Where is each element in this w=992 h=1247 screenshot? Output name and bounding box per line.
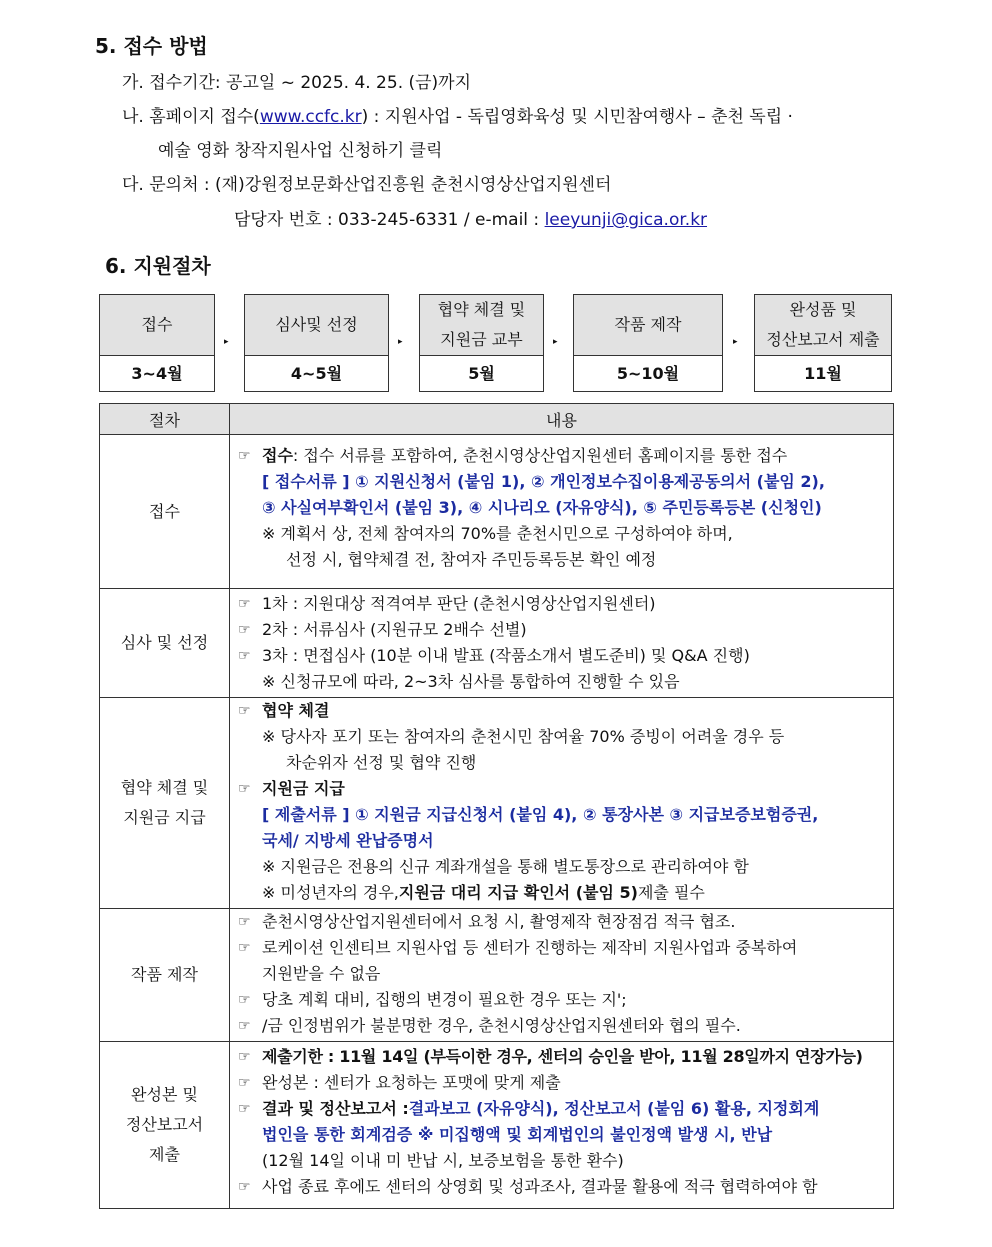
table-row	[100, 589, 894, 698]
flow-step-5	[754, 294, 892, 392]
header-content: 내용	[230, 404, 894, 435]
list-item	[238, 1070, 887, 1096]
list-item: 법인을 통한 회계검증 ※ 미집행액 및 회계법인의 불인정액 발생 시, 반납	[262, 1125, 773, 1144]
step-label: 완성본 및	[131, 1085, 198, 1104]
pointing-hand-icon: ☞	[238, 992, 251, 1008]
flow-arrow-icon: ▸	[398, 337, 403, 347]
item-text: 당초 계획 대비, 집행의 변경이 필요한 경우 또는 지';	[262, 990, 627, 1009]
homepage-reception-cont: 예술 영화 창작지원사업 신청하기 클릭	[158, 141, 443, 161]
item-bold: 결과 및 정산보고서 :	[262, 1099, 409, 1118]
flow-step-label: 작품 제작	[574, 295, 722, 356]
homepage-prefix: 나. 홈페이지 접수(	[122, 107, 260, 127]
step-cell	[100, 698, 230, 909]
item-text: 협약 체결	[262, 701, 330, 720]
step-cell: 심사 및 선정	[100, 589, 230, 698]
list-item	[238, 1013, 887, 1039]
list-item	[238, 1174, 887, 1200]
flow-step-label: 접수	[100, 295, 214, 356]
list-item: [ 접수서류 ] ① 지원신청서 (붙임 1), ② 개인정보수집이용제공동의서 (붙임 2),	[262, 472, 825, 491]
homepage-reception	[122, 102, 793, 127]
flow-step-label: 협약 체결 및 지원금 교부	[420, 295, 543, 356]
list-item	[238, 643, 887, 669]
contact-email-link[interactable]: leeyunji@gica.or.kr	[544, 210, 708, 230]
flow-step-4	[573, 294, 723, 392]
pointing-hand-icon: ☞	[238, 940, 251, 956]
pointing-hand-icon: ☞	[238, 1179, 251, 1195]
content-cell	[230, 909, 894, 1042]
pointing-hand-icon: ☞	[238, 781, 251, 797]
pointing-hand-icon: ☞	[238, 648, 251, 664]
contact-detail	[234, 205, 707, 230]
pointing-hand-icon: ☞	[238, 1075, 251, 1091]
list-item: (12월 14일 이내 미 반납 시, 보증보험을 통한 환수)	[262, 1151, 624, 1170]
step-cell	[100, 1042, 230, 1209]
flow-step-period: 11월	[804, 364, 842, 383]
table-row	[100, 909, 894, 1042]
homepage-suffix: ) : 지원사업 - 독립영화육성 및 시민참여행사 – 춘천 독립 ·	[361, 107, 793, 127]
step-cell: 접수	[100, 435, 230, 589]
list-item: ※ 당사자 포기 또는 참여자의 춘천시민 참여율 70% 증빙이 어려울 경우 등	[262, 727, 785, 746]
reception-period: 가. 접수기간: 공고일 ~ 2025. 4. 25. (금)까지	[122, 73, 472, 93]
contact-org: 다. 문의처 : (재)강원정보문화산업진흥원 춘천시영상산업지원센터	[122, 175, 612, 195]
flow-step-period: 3~4월	[131, 364, 183, 383]
contact-phone: 담당자 번호 : 033-245-6331 / e-mail :	[234, 210, 545, 230]
step-label: 협약 체결 및	[120, 778, 209, 797]
list-item: ※ 계획서 상, 전체 참여자의 70%를 춘천시민으로 구성하여야 하며,	[262, 524, 733, 543]
list-item: ※ 신청규모에 따라, 2~3차 심사를 통합하여 진행할 수 있음	[262, 672, 680, 691]
section-5-title: 5. 접수 방법	[95, 34, 208, 58]
list-item	[238, 617, 887, 643]
table-row	[100, 1042, 894, 1209]
table-row	[100, 435, 894, 589]
item-text: 로케이션 인센티브 지원사업 등 센터가 진행하는 제작비 지원사업과 중복하여	[262, 938, 798, 957]
flow-arrow-icon: ▸	[733, 337, 738, 347]
flow-step-period: 4~5월	[290, 364, 343, 383]
item-text: 제출 필수	[637, 883, 705, 902]
step-cell: 작품 제작	[100, 909, 230, 1042]
item-text: 1차 : 지원대상 적격여부 판단 (춘천시영상산업지원센터)	[262, 594, 656, 613]
list-item	[238, 591, 887, 617]
flow-step-label: 완성품 및 정산보고서 제출	[755, 295, 891, 356]
pointing-hand-icon: ☞	[238, 448, 251, 464]
list-item	[238, 1044, 887, 1070]
item-bold: 지원금 대리 지급 확인서 (붙임 5)	[398, 883, 638, 902]
content-cell	[230, 589, 894, 698]
item-text: 지원금 지급	[262, 779, 345, 798]
list-item: 선정 시, 협약체결 전, 참여자 주민등록등본 확인 예정	[286, 550, 657, 569]
flow-step-3	[419, 294, 544, 392]
list-item: ※ 지원금은 전용의 신규 계좌개설을 통해 별도통장으로 관리하여야 함	[262, 857, 749, 876]
list-item	[238, 776, 887, 802]
item-text: 결과보고 (자유양식), 정산보고서 (붙임 6) 활용, 지정회계	[408, 1099, 820, 1118]
homepage-link[interactable]: www.ccfc.kr	[259, 107, 362, 127]
pointing-hand-icon: ☞	[238, 1018, 251, 1034]
header-step: 절차	[100, 404, 230, 435]
pointing-hand-icon: ☞	[238, 703, 251, 719]
list-item	[238, 1096, 887, 1122]
flow-arrow-icon: ▸	[224, 337, 229, 347]
pointing-hand-icon: ☞	[238, 622, 251, 638]
flow-step-period: 5월	[468, 364, 495, 383]
list-item	[238, 443, 887, 469]
item-text: 2차 : 서류심사 (지원규모 2배수 선별)	[262, 620, 527, 639]
flow-step-1	[99, 294, 215, 392]
flow-step-label: 심사및 선정	[245, 295, 388, 356]
item-text: 완성본 : 센터가 요청하는 포맷에 맞게 제출	[262, 1073, 561, 1092]
list-item	[238, 698, 887, 724]
item-text: 3차 : 면접심사 (10분 이내 발표 (작품소개서 별도준비) 및 Q&A 진행)	[262, 646, 750, 665]
list-item	[238, 935, 887, 961]
pointing-hand-icon: ☞	[238, 1101, 251, 1117]
list-item	[238, 987, 887, 1013]
item-text: /금 인정범위가 불분명한 경우, 춘천시영상산업지원센터와 협의 필수.	[262, 1016, 741, 1035]
item-bold: 접수	[262, 446, 293, 465]
step-label: 정산보고서	[125, 1115, 204, 1134]
list-item: 국세/ 지방세 완납증명서	[262, 831, 434, 850]
step-label: 제출	[149, 1145, 180, 1164]
list-item: 차순위자 선정 및 협약 진행	[286, 753, 477, 772]
item-text: 제출기한 : 11월 14일 (부득이한 경우, 센터의 승인을 받아, 11월 28일까지 연장가능)	[262, 1047, 863, 1066]
flow-step-2	[244, 294, 389, 392]
step-label: 지원금 지급	[123, 808, 206, 827]
procedure-table	[99, 403, 894, 1209]
content-cell	[230, 435, 894, 589]
list-item	[238, 880, 887, 906]
section-6-title: 6. 지원절차	[105, 254, 211, 278]
list-item: 지원받을 수 없음	[262, 964, 381, 983]
content-cell	[230, 698, 894, 909]
pointing-hand-icon: ☞	[238, 596, 251, 612]
pointing-hand-icon: ☞	[238, 1049, 251, 1065]
content-cell	[230, 1042, 894, 1209]
item-text: : 접수 서류를 포함하여, 춘천시영상산업지원센터 홈페이지를 통한 접수	[292, 446, 788, 465]
list-item: ③ 사실여부확인서 (붙임 3), ④ 시나리오 (자유양식), ⑤ 주민등록등본 (신청인)	[262, 498, 822, 517]
list-item: [ 제출서류 ] ① 지원금 지급신청서 (붙임 4), ② 통장사본 ③ 지급보증보험증권,	[262, 805, 819, 824]
flow-arrow-icon: ▸	[553, 337, 558, 347]
item-text: 사업 종료 후에도 센터의 상영회 및 성과조사, 결과물 활용에 적극 협력하여야 함	[262, 1177, 818, 1196]
table-row	[100, 698, 894, 909]
list-item	[238, 909, 887, 935]
item-text: 춘천시영상산업지원센터에서 요청 시, 촬영제작 현장점검 적극 협조.	[262, 912, 736, 931]
item-text: ※ 미성년자의 경우,	[262, 883, 399, 902]
table-header-row	[100, 404, 894, 435]
pointing-hand-icon: ☞	[238, 914, 251, 930]
flow-step-period: 5~10월	[616, 364, 680, 383]
